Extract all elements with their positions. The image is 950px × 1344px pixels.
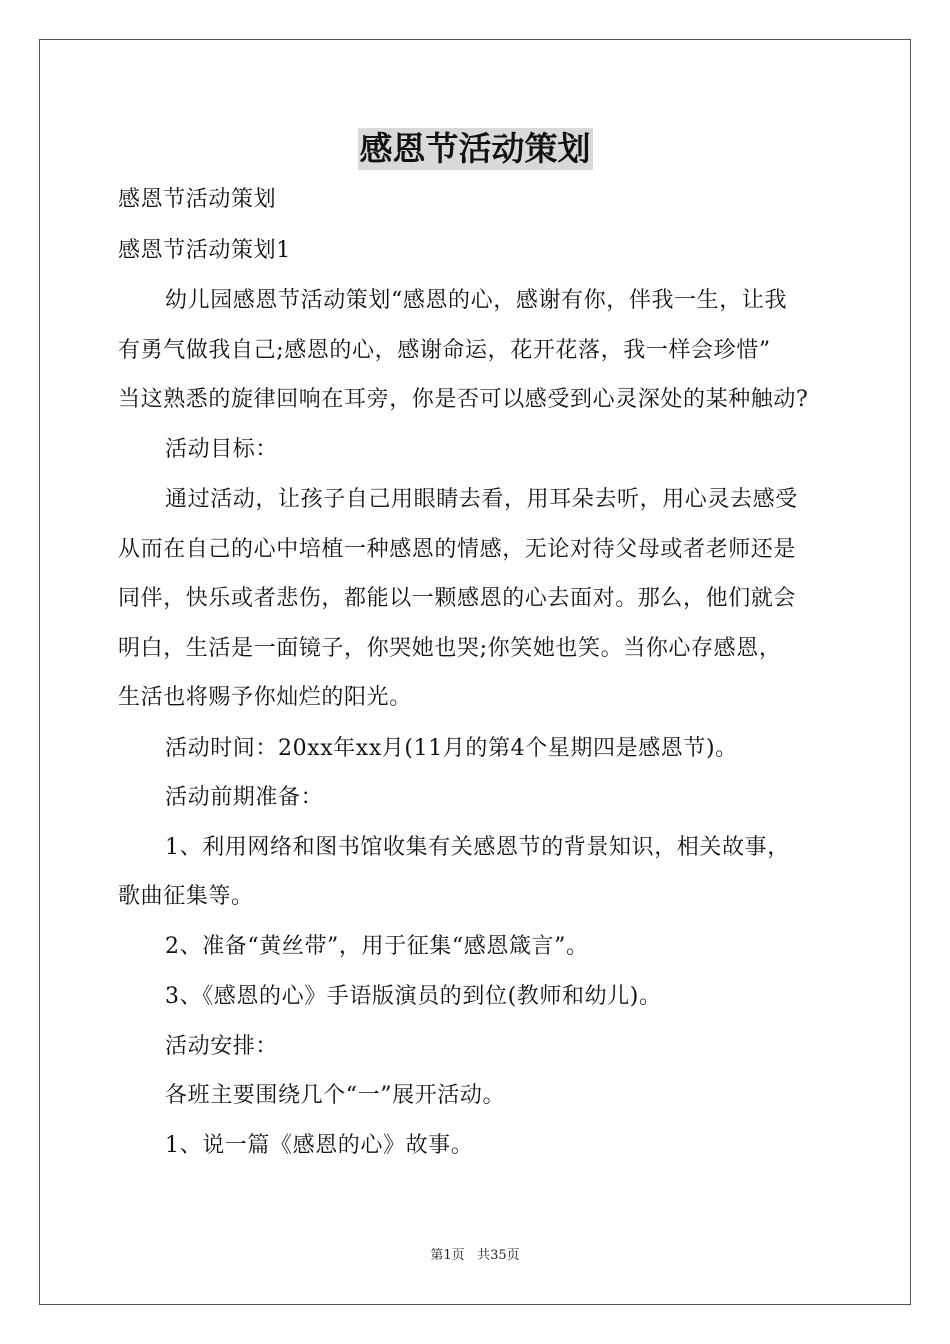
footer-spacer (465, 1248, 477, 1263)
paragraph-line: 活动时间：20xx年xx月(11月的第4个星期四是感恩节)。 (165, 736, 738, 761)
paragraph-line: 各班主要围绕几个“一”展开活动。 (165, 1083, 506, 1108)
paragraph-line: 活动目标： (165, 437, 279, 462)
paragraph-line: 从而在自己的心中培植一种感恩的情感，无论对待父母或者老师还是 (118, 537, 797, 562)
document-title: 感恩节活动策划 (359, 129, 591, 168)
paragraph-line: 生活也将赐予你灿烂的阳光。 (118, 685, 412, 710)
paragraph-line: 有勇气做我自己;感恩的心，感谢命运，花开花落，我一样会珍惜” (118, 338, 771, 363)
paragraph-line: 活动前期准备： (165, 785, 324, 810)
paragraph-line: 2、准备“黄丝带”，用于征集“感恩箴言”。 (165, 934, 589, 959)
paragraph-line: 3、《感恩的心》手语版演员的到位(教师和幼儿)。 (165, 984, 662, 1009)
paragraph-line: 明白，生活是一面镜子，你哭她也哭;你笑她也笑。当你心存感恩， (118, 636, 782, 661)
page-footer (0, 1247, 950, 1265)
paragraph-line: 歌曲征集等。 (118, 884, 254, 909)
section-subheading: 感恩节活动策划1 (118, 238, 291, 263)
title-container (0, 128, 950, 170)
paragraph-line: 幼儿园感恩节活动策划“感恩的心，感谢有你，伴我一生，让我 (165, 288, 788, 313)
paragraph-line: 当这熟悉的旋律回响在耳旁，你是否可以感受到心灵深处的某种触动? (118, 387, 809, 412)
page-frame (39, 39, 911, 1305)
paragraph-line: 1、说一篇《感恩的心》故事。 (165, 1133, 474, 1158)
paragraph-line: 1、利用网络和图书馆收集有关感恩节的背景知识，相关故事， (165, 835, 790, 860)
paragraph-line: 活动安排： (165, 1034, 279, 1059)
paragraph-line: 同伴，快乐或者悲伤，都能以一颗感恩的心去面对。那么，他们就会 (118, 586, 797, 611)
section-heading: 感恩节活动策划 (118, 187, 277, 212)
total-pages: 共35页 (477, 1248, 520, 1263)
paragraph-line: 通过活动，让孩子自己用眼睛去看，用耳朵去听，用心灵去感受 (165, 487, 798, 512)
page-number: 第1页 (430, 1248, 465, 1263)
